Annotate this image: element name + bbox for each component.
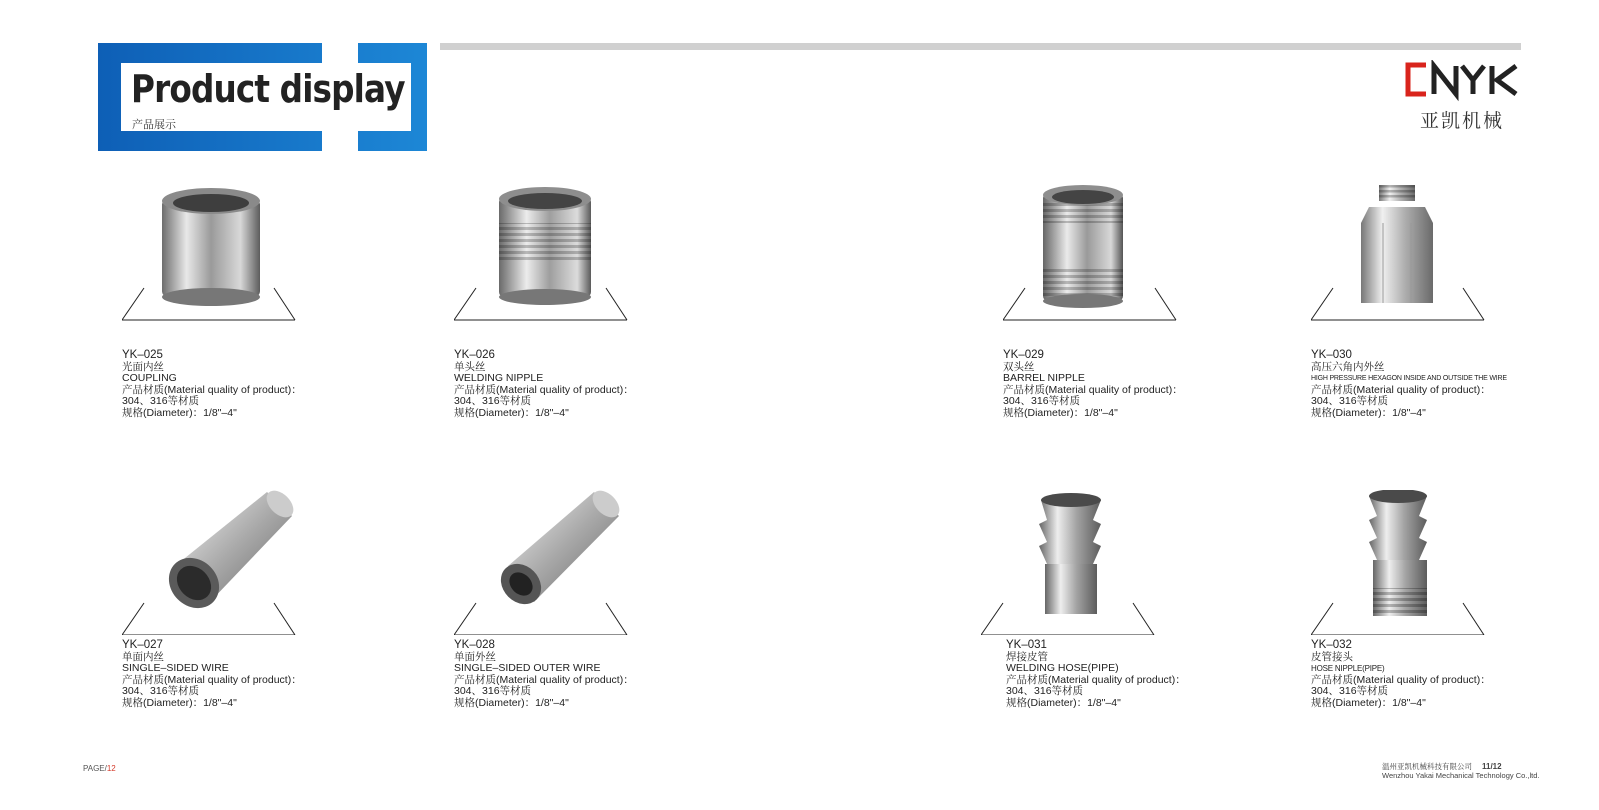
product-diameter: 规格(Diameter)：1/8"–4" [122,696,237,709]
product-material: 304、316等材质 [454,685,532,698]
product-material: 304、316等材质 [1311,395,1389,408]
welding-hose-icon [981,490,1161,635]
footer-company [1382,762,1539,780]
product-material: 304、316等材质 [1003,395,1081,408]
product-material-label: 产品材质(Material quality of product)： [454,383,634,396]
company-name-cn: 温州亚凯机械科技有限公司 [1382,762,1472,771]
product-name-en: WELDING HOSE(PIPE) [1006,662,1119,675]
page-number: 12 [106,764,116,773]
product-name-en: WELDING NIPPLE [454,372,544,385]
product-info [1311,640,1491,710]
product-info [454,640,634,710]
product-diameter: 规格(Diameter)：1/8"–4" [122,406,237,419]
product-diameter: 规格(Diameter)：1/8"–4" [1311,406,1426,419]
product-diameter: 规格(Diameter)：1/8"–4" [1311,696,1426,709]
product-diameter: 规格(Diameter)：1/8"–4" [454,696,569,709]
page-indicator [83,764,116,773]
page-label: PAGE/ [83,764,107,773]
product-name-cn: 双头丝 [1003,360,1035,373]
product-diameter: 规格(Diameter)：1/8"–4" [454,406,569,419]
product-name-cn: 高压六角内外丝 [1311,360,1385,373]
product-name-cn: 单面内丝 [122,650,164,663]
product-name-en: COUPLING [122,372,177,385]
product-name-cn: 皮管接头 [1311,650,1353,663]
product-code: YK–030 [1311,349,1352,361]
product-info [122,640,302,710]
product-code: YK–031 [1006,639,1047,651]
product-name-cn: 光面内丝 [122,360,164,373]
product-name-en: SINGLE–SIDED OUTER WIRE [454,662,601,675]
product-info [122,350,302,420]
product-name-en: HOSE NIPPLE(PIPE) [1311,664,1385,674]
header-rule [440,43,1521,50]
product-info [1311,350,1507,420]
product-code: YK–028 [454,639,495,651]
product-material: 304、316等材质 [122,395,200,408]
product-material-label: 产品材质(Material quality of product)： [1311,383,1491,396]
product-code: YK–025 [122,349,163,361]
welding-nipple-icon [454,185,634,330]
product-code: YK–026 [454,349,495,361]
product-material: 304、316等材质 [122,685,200,698]
product-material-label: 产品材质(Material quality of product)： [454,673,634,686]
product-name-en: BARREL NIPPLE [1003,372,1085,385]
product-code: YK–032 [1311,639,1352,651]
page-range: 11/12 [1482,762,1502,771]
product-material-label: 产品材质(Material quality of product)： [1006,673,1186,686]
product-code: YK–029 [1003,349,1044,361]
product-name-en: SINGLE–SIDED WIRE [122,662,229,675]
product-material-label: 产品材质(Material quality of product)： [122,673,302,686]
product-material-label: 产品材质(Material quality of product)： [1003,383,1183,396]
barrel-nipple-icon [1003,185,1183,330]
product-name-cn: 单头丝 [454,360,486,373]
single-sided-wire-icon [122,490,302,635]
company-name-en: Wenzhou Yakai Mechanical Technology Co.,ltd. [1382,771,1540,780]
product-material-label: 产品材质(Material quality of product)： [122,383,302,396]
hose-nipple-icon [1311,490,1491,635]
product-material: 304、316等材质 [454,395,532,408]
single-sided-outer-wire-icon [454,490,634,635]
product-info [1003,350,1183,420]
hex-fitting-icon [1311,185,1491,330]
product-material: 304、316等材质 [1006,685,1084,698]
product-name-en: HIGH PRESSURE HEXAGON INSIDE AND OUTSIDE THE WIRE [1311,375,1507,383]
product-diameter: 规格(Diameter)：1/8"–4" [1006,696,1121,709]
page-title: Product display [131,67,405,111]
coupling-icon [122,185,302,330]
product-info [454,350,634,420]
page-subtitle: 产品展示 [132,119,176,131]
product-info [1006,640,1186,710]
product-diameter: 规格(Diameter)：1/8"–4" [1003,406,1118,419]
product-material-label: 产品材质(Material quality of product)： [1311,673,1491,686]
product-code: YK–027 [122,639,163,651]
product-name-cn: 焊接皮管 [1006,650,1048,663]
product-material: 304、316等材质 [1311,685,1389,698]
product-name-cn: 单面外丝 [454,650,496,663]
company-logo-cn: 亚凯机械 [1420,111,1505,132]
